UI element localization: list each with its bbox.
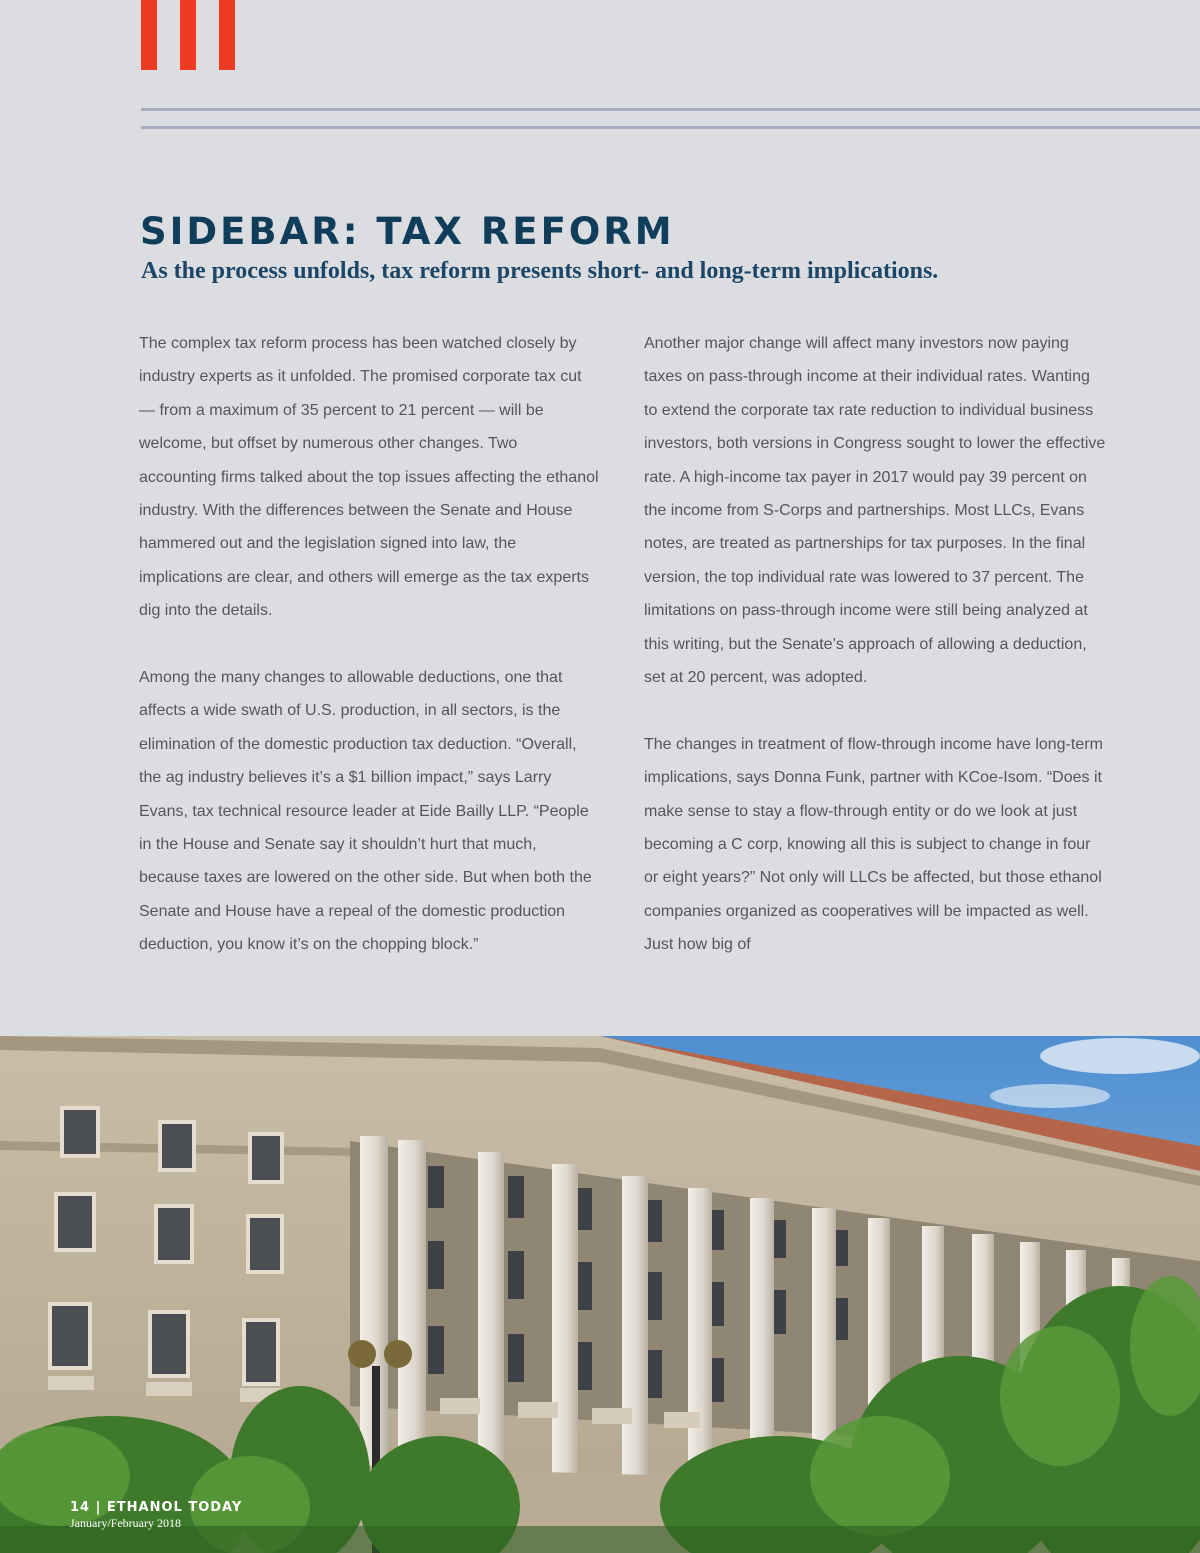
folio-page-number: 14 | ETHANOL TODAY bbox=[70, 1500, 243, 1515]
paragraph: Another major change will affect many investors now paying taxes on pass-through income at their individual rates. Wanting to extend the corporate tax rate reduction to individual business investors, both versions in Congress sought to lower the effective rate. A high-income tax payer in 2017 would pay 39 percent on the income from S-Corps and partnerships. Most LLCs, Evans notes, are treated as partnerships for tax purposes. In the final version, the top individual rate was lowered to 37 percent. The limitations on pass-through income were still being analyzed at this writing, but the Senate’s approach of allowing a deduction, set at 20 percent, was adopted. bbox=[644, 335, 1106, 687]
article-column-left bbox=[139, 327, 599, 995]
article-column-right bbox=[644, 327, 1106, 995]
accent-bar bbox=[141, 0, 157, 70]
divider-rule bbox=[141, 108, 1200, 111]
sidebar-subtitle: As the process unfolds, tax reform presents short- and long-term implications. bbox=[141, 258, 939, 284]
accent-bar bbox=[219, 0, 235, 70]
building-photo bbox=[0, 1036, 1200, 1553]
page-folio bbox=[70, 1500, 242, 1531]
divider-rule bbox=[141, 126, 1200, 129]
sidebar-title: SIDEBAR: TAX REFORM bbox=[140, 210, 675, 253]
accent-bar bbox=[180, 0, 196, 70]
folio-issue-date: January/February 2018 bbox=[70, 1516, 181, 1530]
paragraph: The changes in treatment of flow-through income have long-term implications, says Donna Funk, partner with KCoe-Isom. “Does it make sense to stay a flow-through entity or do we look at just becoming a C corp, knowing all this is subject to change in four or eight years?” Not only will LLCs be affected, but those ethanol companies organized as cooperatives will be impacted as well. Just how big of bbox=[644, 735, 1103, 954]
paragraph: Among the many changes to allowable deductions, one that affects a wide swath of U.S. production, in all sectors, is the elimination of the domestic production tax deduction. “Overall, the ag industry believes it’s a $1 billion impact,” says Larry Evans, tax technical resource leader at Eide Bailly LLP. “People in the House and Senate say it shouldn’t hurt that much, because taxes are lowered on the other side. But when both the Senate and House have a repeal of the domestic production deduction, you know it’s on the chopping block.” bbox=[139, 669, 592, 954]
paragraph: The complex tax reform process has been watched closely by industry experts as it unfolded. The promised corporate tax cut — from a maximum of 35 percent to 21 percent — will be welcome, but offset by numerous other changes. Two accounting firms talked about the top issues affecting the ethanol industry. With the differences between the Senate and House hammered out and the legislation signed into law, the implications are clear, and others will emerge as the tax experts dig into the details. bbox=[139, 335, 599, 620]
